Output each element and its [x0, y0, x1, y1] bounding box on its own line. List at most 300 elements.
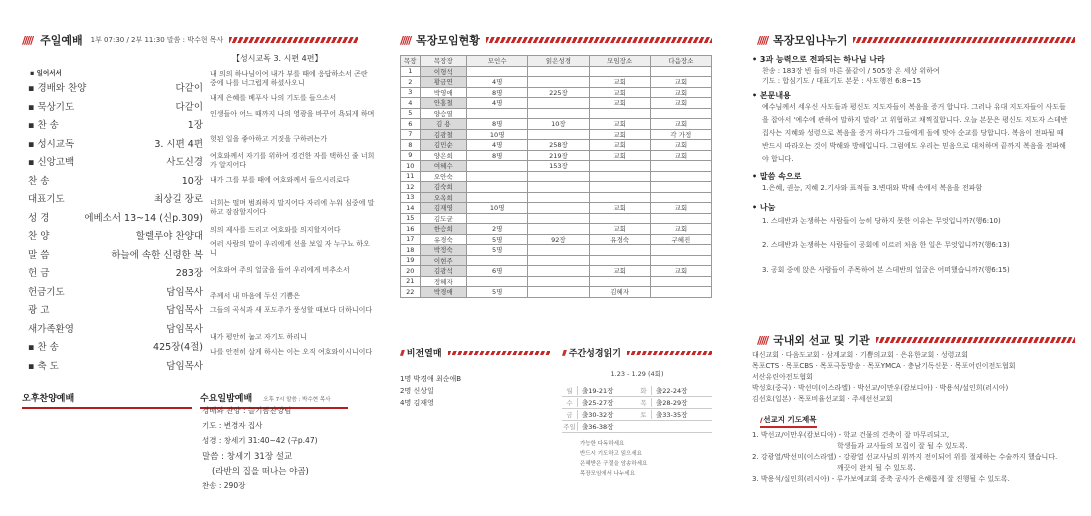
cell-header-3: 읽은성경	[528, 56, 589, 67]
table-cell	[650, 161, 711, 172]
share-hymn: 찬송 : 183장 빈 들의 마른 풀같이 / 505장 온 세상 위하여	[762, 66, 940, 75]
table-cell: 각 가정	[650, 129, 711, 140]
table-row	[401, 245, 712, 256]
table-cell: 4명	[467, 140, 528, 151]
header-slash-icon: /////	[562, 348, 565, 357]
order-name: ▪ 신앙고백	[28, 157, 75, 168]
table-row	[401, 119, 712, 130]
table-row	[401, 98, 712, 109]
reading-line: 헛된 일을 좋아하고 거짓을 구하려는가	[210, 135, 328, 143]
cell-table	[400, 55, 712, 298]
table-row	[401, 192, 712, 203]
order-name: 대표기도	[28, 194, 65, 205]
table-cell: 7	[401, 129, 421, 140]
table-cell: 교회	[650, 140, 711, 151]
table-cell: 13	[401, 192, 421, 203]
table-row	[401, 255, 712, 266]
order-value: 다같이	[175, 101, 203, 113]
mission-line: 박성호(중국) · 박선미(이스라엘) · 박선교/이만우(캄보디아) · 박용석/설인희(러시아)	[752, 384, 1009, 392]
table-cell	[467, 108, 528, 119]
weekly-header	[562, 346, 712, 359]
order-row	[28, 339, 203, 353]
table-row	[401, 234, 712, 245]
weekly-day: 월	[562, 386, 578, 395]
table-row	[401, 171, 712, 182]
table-row	[401, 66, 712, 77]
table-cell: 박영애	[420, 87, 467, 98]
table-cell: 8명	[467, 150, 528, 161]
header-bar	[876, 337, 1075, 343]
order-row	[28, 210, 203, 224]
table-cell: 2명	[467, 224, 528, 235]
vision-title: 비전열매	[406, 349, 442, 359]
table-cell: 안홍철	[420, 98, 467, 109]
table-cell	[467, 276, 528, 287]
talk-item: 2. 스데반과 논쟁하는 사람들이 공회에 이르러 처음 한 일은 무엇입니까?(행6:13)	[762, 241, 1010, 249]
table-cell: 8	[401, 140, 421, 151]
table-cell: 258장	[528, 140, 589, 151]
order-value: 하늘에 속한 신령한 복	[111, 249, 203, 261]
order-name: ▪ 성시교독	[28, 138, 75, 150]
table-cell	[528, 287, 589, 298]
weekly-note: 은혜받은 구절을 암송하세요	[580, 461, 648, 467]
table-cell	[528, 108, 589, 119]
order-row	[28, 154, 203, 168]
worship-schedule: 1부 07:30 / 2부 11:30 말씀 : 박수현 목사	[90, 36, 224, 44]
mission-lines	[752, 350, 1070, 405]
table-cell: 14	[401, 203, 421, 214]
reading-line: 여러 사람의 말이 우리에게 선을 보일 자 누구뇨 하오니	[210, 240, 370, 257]
talk-item: 3. 공회 중에 앉은 사람들이 주목하여 본 스데반의 얼굴은 어떠했습니까?(행6:15)	[762, 265, 1010, 274]
order-name: ▪ 축 도	[28, 360, 59, 372]
table-cell	[589, 161, 650, 172]
order-row	[28, 265, 203, 279]
weekly-note: 반드시 기도하고 읽으세요	[580, 451, 642, 457]
table-cell	[589, 276, 650, 287]
order-name: 헌 금	[28, 268, 50, 279]
cell-header	[400, 32, 712, 48]
header-bar	[627, 351, 712, 355]
evening-title: 오후찬양예배	[22, 394, 75, 404]
cell-header-2: 모인수	[467, 56, 528, 67]
table-cell: 박경애	[420, 287, 467, 298]
table-cell: 20	[401, 266, 421, 277]
table-row	[401, 203, 712, 214]
vision-box	[400, 346, 550, 496]
weekly-note: 목장모임에서 나누세요	[580, 471, 635, 477]
weekly-reading: 출30-32장	[582, 411, 614, 419]
order-value: 담임목사	[166, 323, 203, 335]
reading-line: 내게 은혜를 베푸사 나의 기도를 들으소서	[210, 94, 337, 102]
header-slash-icon: /////	[400, 33, 411, 47]
table-cell: 김재영	[420, 203, 467, 214]
order-row	[28, 136, 203, 150]
weekly-reading: 출36-38장	[582, 423, 614, 431]
table-row	[401, 87, 712, 98]
table-row	[401, 266, 712, 277]
table-row	[401, 161, 712, 172]
prayer-line: 1. 박선교/이만우(캄보디아) - 학교 건물의 건축이 잘 마무리되고,	[752, 431, 950, 439]
share-word: 1.은혜, 권능, 지혜 2.기사와 표적들 3.변대와 박해 속에서 복음을 전파함	[762, 183, 983, 192]
table-cell: 김숙희	[420, 182, 467, 193]
weekly-row	[562, 397, 712, 409]
weekly-reading: 출28-29장	[656, 399, 688, 407]
table-cell: 5명	[467, 245, 528, 256]
table-cell	[650, 171, 711, 182]
table-cell: 김광석	[420, 266, 467, 277]
table-row	[401, 77, 712, 88]
table-row	[401, 140, 712, 151]
table-cell	[528, 77, 589, 88]
header-bar	[229, 37, 358, 43]
reading-line: 너희는 떨며 범죄하지 말지어다 자리에 누워 심중에 말하고 잠잠할지어다	[210, 199, 375, 216]
table-cell	[650, 245, 711, 256]
table-cell: 김도균	[420, 213, 467, 224]
order-row	[28, 321, 203, 335]
table-cell: 4명	[467, 98, 528, 109]
table-cell: 교회	[589, 266, 650, 277]
table-cell: 교회	[589, 140, 650, 151]
table-cell: 10명	[467, 203, 528, 214]
wednesday-line: 성경 : 창세기 31:40~42 (구p.47)	[202, 436, 318, 445]
cell-header-1: 목장장	[420, 56, 467, 67]
table-cell	[528, 213, 589, 224]
order-value: 다같이	[175, 83, 203, 94]
order-value: 283장	[175, 268, 203, 279]
table-cell: 교회	[589, 224, 650, 235]
table-row	[401, 287, 712, 298]
table-cell	[467, 171, 528, 182]
table-cell: 교회	[650, 266, 711, 277]
table-cell	[528, 66, 589, 77]
table-cell	[528, 192, 589, 203]
table-cell	[467, 66, 528, 77]
table-row	[401, 224, 712, 235]
header-slash-icon: ///	[760, 417, 761, 424]
mission-prayer-title: 선교지 기도제목	[763, 415, 817, 424]
wednesday-meta: 오후 7시 말씀 : 박수현 목사	[263, 397, 331, 403]
reading-line: 인생들아 어느 때까지 나의 영광을 바꾸어 욕되게 하며	[210, 110, 375, 118]
share-title: 목장모임나누기	[773, 34, 848, 47]
table-row	[401, 108, 712, 119]
order-row	[28, 99, 203, 113]
table-cell: 5	[401, 108, 421, 119]
table-cell	[528, 203, 589, 214]
order-row	[28, 117, 203, 131]
order-row	[28, 191, 203, 205]
weekly-notes	[562, 439, 712, 479]
table-cell	[589, 213, 650, 224]
vision-item: 1명 박경애 최순애B	[400, 375, 462, 383]
mission-line: 서산유린아전도협회	[752, 373, 813, 381]
table-cell: 이현주	[420, 255, 467, 266]
table-cell	[589, 108, 650, 119]
weekly-row	[562, 409, 712, 421]
table-cell: 153장	[528, 161, 589, 172]
weekly-day: 금	[562, 410, 578, 419]
table-cell: 10	[401, 161, 421, 172]
share-talk-list	[752, 216, 1070, 276]
table-cell: 3	[401, 87, 421, 98]
table-cell: 17	[401, 234, 421, 245]
wednesday-line: 기도 : 변경자 집사	[202, 421, 263, 430]
table-cell: 교회	[589, 98, 650, 109]
table-cell: 교회	[650, 98, 711, 109]
worship-header	[22, 32, 358, 48]
order-row	[28, 358, 203, 372]
table-cell: 4명	[467, 77, 528, 88]
cell-header-0: 목장	[401, 56, 421, 67]
prayer-line: 깨끗이 완치 될 수 있도록.	[837, 464, 916, 472]
order-name: 광 고	[28, 305, 50, 316]
table-cell: 교회	[650, 224, 711, 235]
table-cell	[650, 276, 711, 287]
table-row	[401, 276, 712, 287]
table-cell	[589, 66, 650, 77]
vision-header	[400, 346, 550, 359]
table-cell	[589, 255, 650, 266]
order-value: 최상길 장로	[154, 194, 203, 205]
table-cell: 10명	[467, 129, 528, 140]
table-cell: 김광철	[420, 129, 467, 140]
order-row	[28, 228, 203, 242]
cell-header-4: 모임장소	[589, 56, 650, 67]
mission-line: 대신교회 · 다음도교회 · 삼계교회 · 기쁨의교회 · 은유한교회 · 성령교회	[752, 351, 968, 359]
table-cell: 김혜자	[589, 287, 650, 298]
share-word-title: • 말씀 속으로	[752, 172, 802, 181]
table-cell: 교회	[589, 129, 650, 140]
header-slash-icon: /////	[757, 33, 768, 47]
table-cell: 6명	[467, 266, 528, 277]
table-row	[401, 213, 712, 224]
talk-item: 1. 스데반과 논쟁하는 사람들이 능히 당하지 못한 이유는 무엇입니까?(행6:10)	[762, 216, 1001, 225]
wednesday-line: (라반의 집을 떠나는 야곱)	[212, 467, 309, 477]
table-cell	[467, 161, 528, 172]
weekly-day: 수	[562, 398, 578, 407]
prayer-line: 학생들과 교사들의 모집이 잘 될 수 있도록.	[837, 442, 968, 450]
wednesday-line: 찬송 : 290장	[202, 481, 246, 490]
table-cell	[589, 182, 650, 193]
table-cell	[467, 213, 528, 224]
prayer-line: 2. 강광열/박선미(이스라엘) - 강광열 선교사님의 위까지 전이되어 위를 절제하는 수술까지 했습니다.	[752, 453, 1058, 461]
wednesday-title: 수요일밤예배	[200, 394, 253, 404]
prayer-line: 3. 박용석/실인희(러시아) - 루가보예교회 증축 공사가 은혜롭게 잘 진행될 수 있도록.	[752, 475, 1010, 483]
order-name: ▪ 경배와 찬양	[28, 83, 87, 94]
order-value: 425장(4절)	[153, 342, 203, 353]
worship-call-label: ▪ 일어서서	[30, 69, 62, 77]
order-name: 찬 양	[28, 231, 50, 242]
reading-line: 나를 안전히 살게 하시는 이는 오직 여호와이시니이다	[210, 348, 373, 356]
table-cell: 황금연	[420, 77, 467, 88]
table-cell: 16	[401, 224, 421, 235]
table-cell	[528, 129, 589, 140]
reading-line: 의의 제사를 드리고 여호와를 의지할지어다	[210, 226, 341, 234]
order-row	[28, 173, 203, 187]
reading-line: 주께서 내 마음에 두신 기쁨은	[210, 292, 301, 300]
worship-title: 주일예배	[40, 34, 83, 47]
table-cell	[528, 266, 589, 277]
table-cell: 15	[401, 213, 421, 224]
table-cell: 김민순	[420, 140, 467, 151]
cell-title: 목장모임현황	[416, 34, 480, 47]
order-name: 말 씀	[28, 249, 50, 261]
mission-header	[757, 332, 1075, 348]
table-cell	[528, 98, 589, 109]
order-name: ▪ 묵상기도	[28, 101, 75, 113]
table-cell: 양승열	[420, 108, 467, 119]
header-slash-icon: /////	[22, 33, 33, 47]
order-value: 사도신경	[166, 157, 203, 168]
order-name: 찬 송	[28, 175, 50, 187]
table-cell	[650, 213, 711, 224]
order-row	[28, 284, 203, 298]
table-cell: 4	[401, 98, 421, 109]
mission-prayer-title-wrap	[760, 414, 817, 428]
table-cell: 교회	[589, 87, 650, 98]
weekly-row	[562, 421, 712, 433]
order-row	[28, 80, 203, 94]
table-cell	[589, 171, 650, 182]
table-cell: 여혜수	[420, 161, 467, 172]
table-cell	[467, 255, 528, 266]
mission-line: 김선호(일본) · 목포비율선교회 · 주세선선교회	[752, 395, 893, 403]
table-cell	[467, 192, 528, 203]
vision-item: 4명 김재영	[400, 399, 434, 407]
table-row	[401, 150, 712, 161]
mission-line: 목포CTS · 목포CBS · 목포극동방송 · 목포YMCA · 충남기독신문 · 목포어린이전도협회	[752, 362, 1016, 370]
weekly-box	[562, 346, 712, 496]
table-cell: 19	[401, 255, 421, 266]
table-cell: 이형석	[420, 66, 467, 77]
evening-section	[22, 386, 192, 409]
weekly-row	[562, 385, 712, 397]
reading-line: 내 의의 하나님이여 내가 부를 때에 응답하소서 곤란 중에 나를 너그럽게 하셨사오니	[210, 70, 368, 87]
table-cell: 박정숙	[420, 245, 467, 256]
table-cell: 11	[401, 171, 421, 182]
weekly-reading: 출19-21장	[582, 387, 614, 395]
header-bar	[486, 37, 712, 43]
order-row	[28, 302, 203, 316]
table-cell	[528, 276, 589, 287]
weekly-range: 1.23 - 1.29 (4회)	[610, 370, 664, 378]
header-slash-icon: /////	[757, 333, 768, 347]
table-cell: 219장	[528, 150, 589, 161]
table-cell: 교회	[589, 119, 650, 130]
table-cell	[650, 66, 711, 77]
table-cell	[528, 255, 589, 266]
mission-title: 국내외 선교 및 기관	[773, 334, 870, 347]
table-cell: 10장	[528, 119, 589, 130]
order-name: 새가족환영	[28, 323, 74, 335]
weekly-reading: 출33-35장	[656, 411, 688, 419]
order-value: 담임목사	[166, 360, 203, 372]
weekly-day: 화	[636, 386, 652, 395]
cell-header-5: 다음장소	[650, 56, 711, 67]
table-cell	[650, 287, 711, 298]
table-cell: 정혜자	[420, 276, 467, 287]
table-cell	[528, 224, 589, 235]
reading-line: 여호와께서 자기를 위하여 경건한 자를 택하신 줄 너희가 알지어다	[210, 152, 375, 169]
order-value: 에베소서 13~14 (신p.309)	[84, 212, 203, 224]
table-cell: 5명	[467, 234, 528, 245]
header-bar	[853, 37, 1075, 43]
table-cell: 교회	[650, 150, 711, 161]
weekly-day: 토	[636, 410, 652, 419]
table-cell: 교회	[650, 119, 711, 130]
weekly-note: 가능한 다독하세요	[580, 441, 625, 447]
header-slash-icon: /////	[400, 348, 403, 357]
table-cell: 유경숙	[420, 234, 467, 245]
reading-line: 내가 평안히 눕고 자기도 하리니	[210, 333, 307, 341]
weekly-reading: 출22-24장	[656, 387, 688, 395]
reading-title: 【성시교독 3. 시편 4편】	[232, 54, 323, 63]
table-cell: 구혜진	[650, 234, 711, 245]
table-cell: 한승희	[420, 224, 467, 235]
share-body: 예수님께서 세우신 사도들과 평신도 지도자들이 복음을 증거 합니다. 그러나 유대 지도자들이 사도들을 잡아서 '예수에 관하여 말하지 말라' 고 위협하고 채찍질합니다. 오늘 본문은 평신도 지도자 스데반집사는 지혜와 성령으로 복음을 증거 하다가 그들에게 돌에 맞아 순교를 당합니다. 복음이 전파될 때 반드시 따라오는 것이 박해와 방해입니다. 그럼에도 우리는 믿음으로 대처하며 끝까지 복음을 전파해야 합니다.	[762, 103, 1068, 163]
table-cell: 교회	[589, 77, 650, 88]
wednesday-line: 말씀 : 창세기 31장 설교	[202, 452, 293, 462]
table-cell: 2	[401, 77, 421, 88]
table-cell	[467, 182, 528, 193]
vision-item: 2명 신상일	[400, 387, 434, 395]
table-cell: 오옥희	[420, 192, 467, 203]
reading-line: 그들의 곡식과 새 포도주가 풍성할 때보다 더하니이다	[210, 306, 373, 314]
table-cell	[528, 182, 589, 193]
order-value: 10장	[181, 175, 203, 187]
table-cell: 225장	[528, 87, 589, 98]
table-cell: 김 용	[420, 119, 467, 130]
table-cell: 교회	[650, 203, 711, 214]
table-cell	[650, 255, 711, 266]
table-cell: 유경숙	[589, 234, 650, 245]
table-cell: 1	[401, 66, 421, 77]
table-cell: 12	[401, 182, 421, 193]
order-value: 1장	[187, 120, 203, 131]
table-cell	[589, 192, 650, 203]
order-name: 헌금기도	[28, 286, 65, 298]
order-value: 3. 시편 4편	[154, 138, 203, 150]
table-row	[401, 182, 712, 193]
table-cell: 6	[401, 119, 421, 130]
weekly-reading: 출25-27장	[582, 399, 614, 407]
table-cell: 교회	[589, 150, 650, 161]
table-cell: 9	[401, 150, 421, 161]
weekly-day: 주일	[562, 422, 578, 431]
share-talk-title: • 나눔	[752, 203, 776, 212]
table-cell: 8명	[467, 119, 528, 130]
table-cell	[650, 192, 711, 203]
order-value: 할렐루야 찬양대	[135, 231, 203, 242]
order-name: ▪ 찬 송	[28, 342, 59, 353]
table-cell: 교회	[650, 87, 711, 98]
table-cell: 18	[401, 245, 421, 256]
share-prayer: 기도 : 합심기도 / 대표기도 본문 : 사도행전 6:8~15	[762, 77, 922, 85]
order-value: 담임목사	[166, 305, 203, 316]
order-row	[28, 247, 203, 261]
table-cell	[650, 108, 711, 119]
reading-line: 여호와여 주의 얼굴을 들어 우리에게 비추소서	[210, 266, 350, 274]
order-name: ▪ 찬 송	[28, 120, 59, 131]
weekly-title: 주간성경읽기	[568, 349, 621, 359]
table-cell: 양은희	[420, 150, 467, 161]
table-cell: 교회	[589, 203, 650, 214]
table-row	[401, 129, 712, 140]
reading-line: 내가 그를 부를 때에 여호와께서 들으시리로다	[210, 176, 350, 184]
table-cell: 교회	[650, 77, 711, 88]
table-cell: 21	[401, 276, 421, 287]
share-header	[757, 32, 1075, 48]
table-cell: 5명	[467, 287, 528, 298]
